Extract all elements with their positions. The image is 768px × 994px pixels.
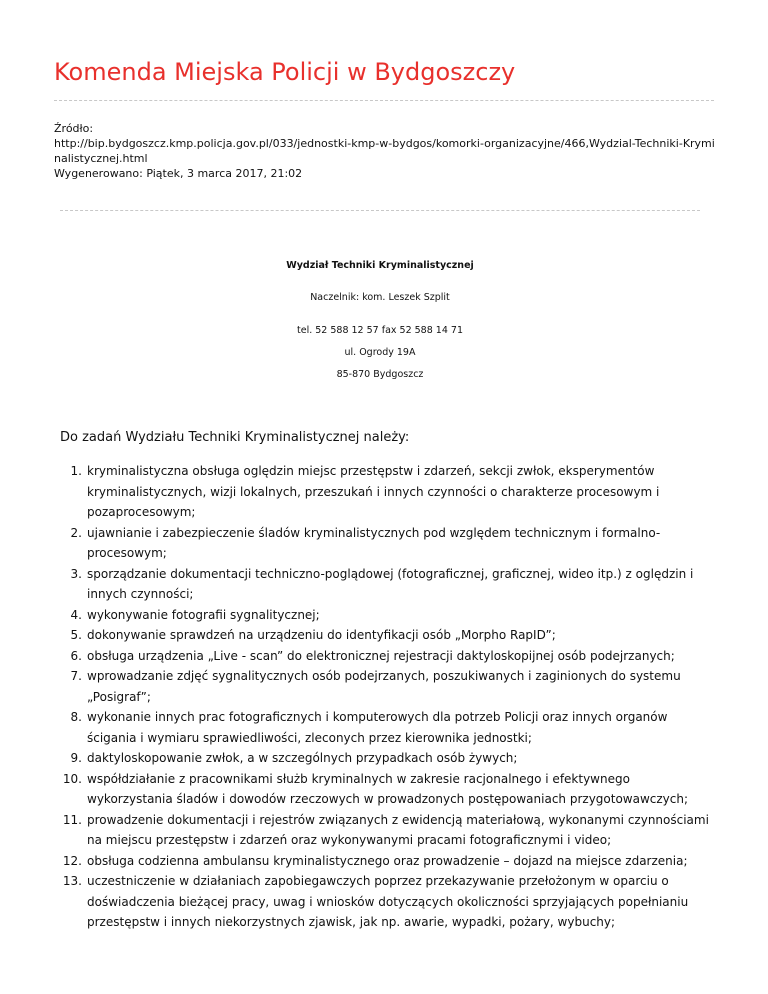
- list-item-text: wykonanie innych prac fotograficznych i komputerowych dla potrzeb Policji oraz innych organów ścigania i wymiaru sprawiedliwości, zleconych przez kierownika jednostki;: [87, 710, 668, 745]
- list-item-text: obsługa codzienna ambulansu kryminalistycznego oraz prowadzenie – dojazd na miejsce zdarzenia;: [87, 853, 688, 868]
- generated-date: Wygenerowano: Piątek, 3 marca 2017, 21:02: [54, 167, 303, 180]
- list-item-text: kryminalistyczna obsługa oględzin miejsc przestępstw i zdarzeń, sekcji zwłok, eksperymentów kryminalistycznych, wizji lokalnych, przeszukań i innych czynności o charakterze procesowym i pozaprocesowym;: [87, 464, 660, 519]
- list-item: [60, 523, 710, 564]
- list-item: [60, 769, 710, 810]
- list-item: [60, 810, 710, 851]
- department-city: 85-870 Bydgoszcz: [336, 369, 424, 380]
- list-item-number: 2.: [70, 525, 82, 540]
- list-item-text: wprowadzanie zdjęć sygnalitycznych osób podejrzanych, poszukiwanych i zaginionych do systemu „Posigraf”;: [87, 669, 681, 704]
- list-item-text: sporządzanie dokumentacji techniczno-poglądowej (fotograficznej, graficznej, wideo itp.) z oględzin i innych czynności;: [87, 566, 694, 601]
- list-item-number: 12.: [62, 853, 82, 868]
- list-item: [60, 564, 710, 605]
- list-item-text: prowadzenie dokumentacji i rejestrów związanych z ewidencją materiałową, wykonanymi czynnościami na miejscu przestępstw i zdarzeń oraz wykonywanymi pracami fotograficznymi i video;: [87, 812, 709, 847]
- list-item-number: 3.: [70, 566, 82, 581]
- list-item-text: daktyloskopowanie zwłok, a w szczególnych przypadkach osób żywych;: [87, 751, 518, 765]
- department-phone: tel. 52 588 12 57 fax 52 588 14 71: [297, 325, 463, 336]
- list-item-number: 1.: [70, 464, 82, 478]
- department-street: ul. Ogrody 19A: [344, 347, 416, 358]
- list-item-number: 5.: [70, 628, 82, 642]
- list-item-number: 4.: [70, 607, 82, 622]
- list-item-text: ujawnianie i zabezpieczenie śladów kryminalistycznych pod względem technicznym i formalno-procesowym;: [87, 525, 661, 560]
- list-item-text: dokonywanie sprawdzeń na urządzeniu do identyfikacji osób „Morpho RapID”;: [87, 628, 556, 642]
- list-item-text: wykonywanie fotografii sygnalitycznej;: [87, 607, 320, 622]
- page-title: Komenda Miejska Policji w Bydgoszczy: [54, 58, 516, 86]
- source-meta: [54, 121, 719, 181]
- list-item-number: 8.: [70, 710, 82, 724]
- list-item: [60, 646, 710, 667]
- list-item: [60, 707, 710, 748]
- list-item-text: uczestniczenie w działaniach zapobiegawczych poprzez przekazywanie przełożonym w oparciu o doświadczenia bieżącej pracy, uwag i wniosków dotyczących okoliczności sprzyjających popełnianiu przestępstw i innych niekorzystnych zjawisk, jak np. awarie, wypadki, pożary, wybuchy;: [87, 874, 689, 929]
- list-item-number: 7.: [70, 669, 82, 683]
- list-item-number: 10.: [62, 771, 82, 786]
- list-item: [60, 871, 710, 933]
- list-item: [60, 666, 710, 707]
- title-divider: [54, 100, 714, 101]
- list-item-number: 13.: [62, 874, 82, 888]
- list-item: [60, 851, 710, 872]
- source-label: Źródło:: [54, 122, 94, 135]
- tasks-intro: Do zadań Wydziału Techniki Kryminalistycznej należy:: [60, 430, 410, 445]
- list-item: [60, 625, 710, 646]
- source-url: http://bip.bydgoszcz.kmp.policja.gov.pl/033/jednostki-kmp-w-bydgos/komorki-organizacyjne/466,Wydzial-Techniki-Kryminalistycznej.html: [54, 137, 715, 165]
- list-item: [60, 748, 710, 769]
- list-item-text: współdziałanie z pracownikami służb kryminalnych w zakresie racjonalnego i efektywnego wykorzystania śladów i dowodów rzeczowych w prowadzonych postępowaniach przygotowawczych;: [87, 771, 689, 806]
- department-name: Wydział Techniki Kryminalistycznej: [286, 260, 474, 271]
- tasks-list: [60, 461, 710, 933]
- list-item-number: 11.: [62, 812, 82, 827]
- list-item: [60, 461, 710, 523]
- list-item-number: 9.: [70, 751, 82, 765]
- list-item: [60, 605, 710, 626]
- list-item-text: obsługa urządzenia „Live - scan” do elektronicznej rejestracji daktyloskopijnej osób podejrzanych;: [87, 648, 675, 663]
- department-head: Naczelnik: kom. Leszek Szplit: [310, 292, 450, 303]
- meta-divider: [60, 210, 700, 211]
- list-item-number: 6.: [70, 648, 82, 663]
